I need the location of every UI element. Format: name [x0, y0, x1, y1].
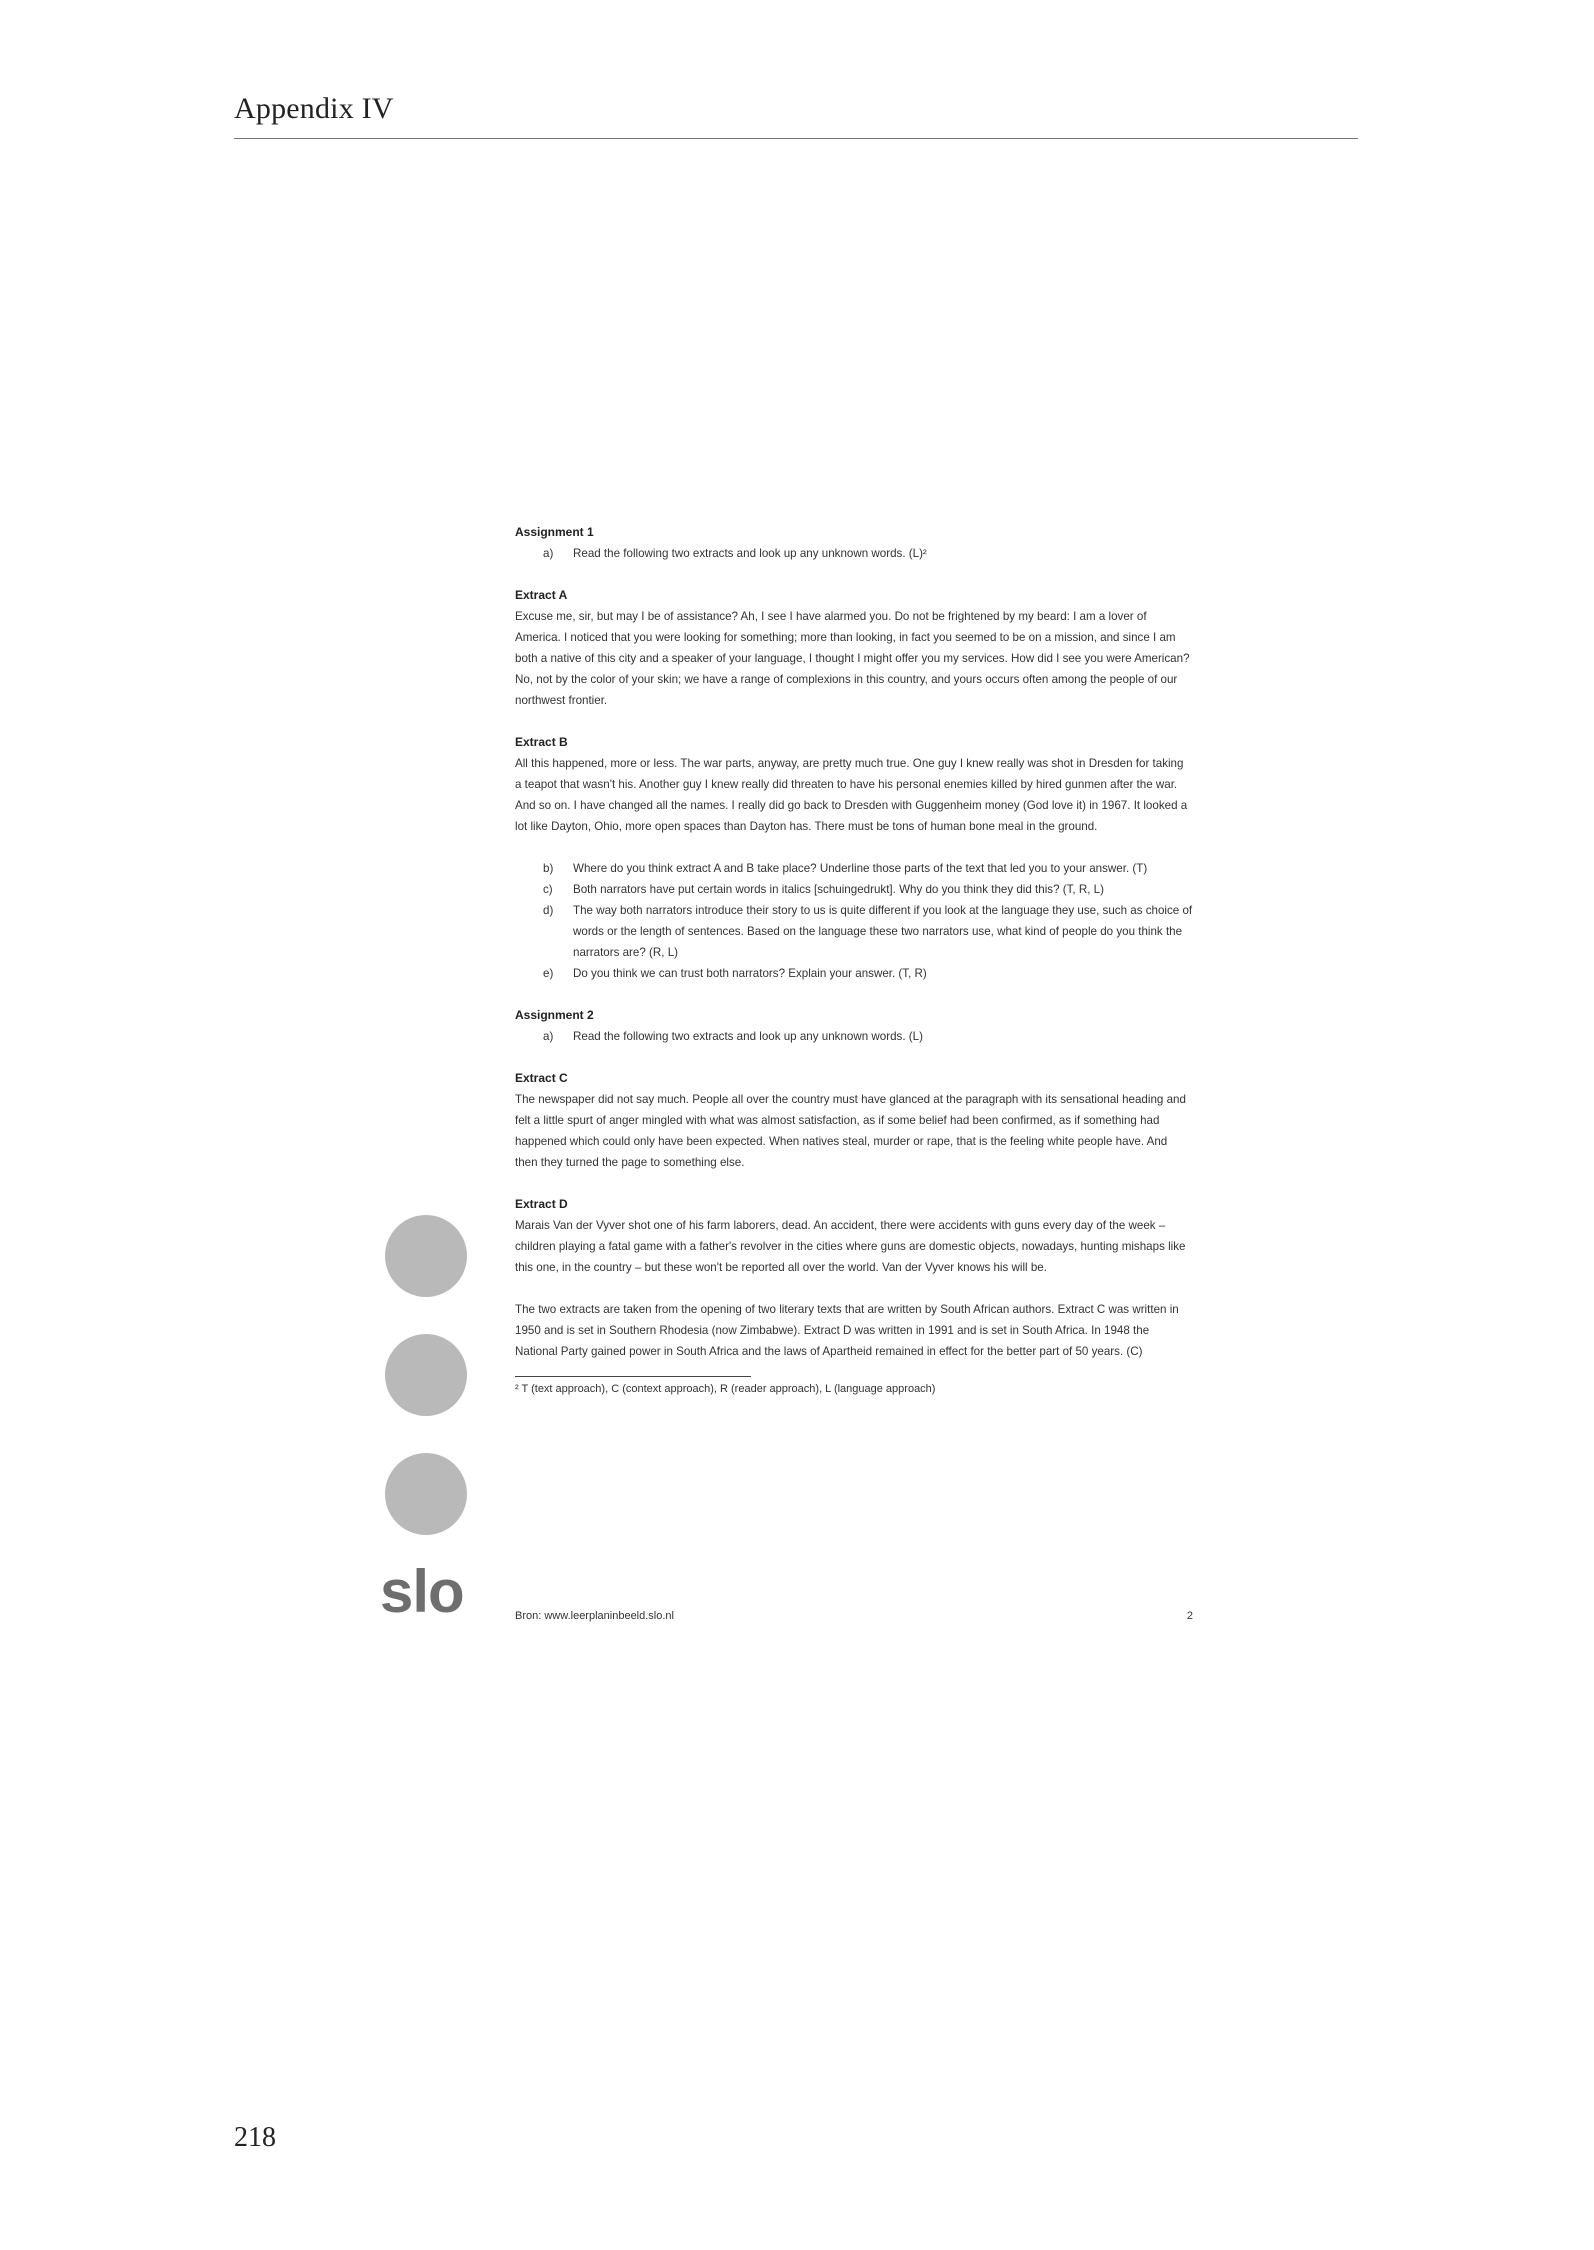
question-marker: c)	[543, 883, 553, 896]
page-number: 218	[234, 2122, 276, 2153]
context-paragraph: The two extracts are taken from the opening of two literary texts that are written by South African authors. Extract C was written in 1950 and is set in Southern Rhodesia (now Zimbabwe). Extract D was written in 1991 and is set in South Africa. In 1948 the National Party gained power in South Africa and the laws of Apartheid remained in effect for the better part of 50 years. (C)	[515, 1303, 1179, 1358]
embedded-page-number: 2	[1186, 1610, 1193, 1622]
extract-c-heading: Extract C	[515, 1071, 568, 1085]
decorative-circle-2	[385, 1334, 467, 1416]
question-text: Read the following two extracts and look up any unknown words. (L)	[573, 1030, 923, 1043]
assignment-1-heading: Assignment 1	[515, 525, 594, 539]
slo-logo: slo	[380, 1558, 464, 1625]
embedded-page	[380, 500, 1210, 1660]
question-a2	[515, 1026, 1193, 1047]
question-text: Read the following two extracts and look up any unknown words. (L)²	[573, 547, 927, 560]
assignment-content	[515, 522, 1193, 1399]
question-text: The way both narrators introduce their story to us is quite different if you look at the language they use, such as choice of words or the length of sentences. Based on the language these two narrators use, what kind of people do you think the narrators are? (R, L)	[573, 904, 1193, 959]
extract-d-heading: Extract D	[515, 1197, 568, 1211]
decorative-circle-1	[385, 1215, 467, 1297]
question-text: Do you think we can trust both narrators? Explain your answer. (T, R)	[573, 967, 927, 980]
header-rule	[234, 138, 1358, 139]
question-marker: e)	[543, 967, 554, 980]
footnote: ² T (text approach), C (context approach), R (reader approach), L (language approach)	[515, 1383, 936, 1395]
question-marker: a)	[543, 547, 554, 560]
extract-a-heading: Extract A	[515, 588, 568, 602]
question-b	[515, 858, 1193, 879]
question-text: Where do you think extract A and B take place? Underline those parts of the text that led you to your answer. (T)	[573, 862, 1148, 875]
extract-b-text: All this happened, more or less. The war parts, anyway, are pretty much true. One guy I knew really was shot in Dresden for taking a teapot that wasn't his. Another guy I knew really did threaten to have his personal enemies killed by hired gunmen after the war. And so on. I have changed all the names. I really did go back to Dresden with Guggenheim money (God love it) in 1967. It looked a lot like Dayton, Ohio, more open spaces than Dayton has. There must be tons of human bone meal in the ground.	[515, 757, 1188, 833]
decorative-circle-3	[385, 1453, 467, 1535]
question-text: Both narrators have put certain words in italics [schuingedrukt]. Why do you think they did this? (T, R, L)	[573, 883, 1104, 896]
source-line: Bron: www.leerplaninbeeld.slo.nl	[515, 1610, 674, 1622]
question-e	[515, 963, 1193, 984]
assignment-2-heading: Assignment 2	[515, 1008, 594, 1022]
question-a1	[515, 543, 1193, 564]
question-marker: a)	[543, 1030, 554, 1043]
extract-c-text: The newspaper did not say much. People all over the country must have glanced at the paragraph with its sensational heading and felt a little spurt of anger mingled with what was almost satisfaction, as if some belief had been confirmed, as if something had happened which could only have been expected. When natives steal, murder or rape, that is the feeling white people have. And then they turned the page to something else.	[515, 1093, 1186, 1169]
footnote-rule	[515, 1376, 751, 1377]
question-c	[515, 879, 1193, 900]
question-marker: b)	[543, 862, 554, 875]
extract-d-text: Marais Van der Vyver shot one of his farm laborers, dead. An accident, there were accidents with guns every day of the week – children playing a fatal game with a father's revolver in the cities where guns are domestic objects, nowadays, hunting mishaps like this one, in the country – but these won't be reported all over the world. Van der Vyver knows his will be.	[515, 1219, 1186, 1274]
question-marker: d)	[543, 904, 554, 917]
question-d	[515, 900, 1193, 963]
extract-a-text: Excuse me, sir, but may I be of assistance? Ah, I see I have alarmed you. Do not be frightened by my beard: I am a lover of America. I noticed that you were looking for something; more than looking, in fact you seemed to be on a mission, and since I am both a native of this city and a speaker of your language, I thought I might offer you my services. How did I see you were American? No, not by the color of your skin; we have a range of complexions in this country, and yours occurs often among the people of our northwest frontier.	[515, 610, 1190, 707]
extract-b-heading: Extract B	[515, 735, 568, 749]
running-head: Appendix IV	[234, 92, 394, 125]
